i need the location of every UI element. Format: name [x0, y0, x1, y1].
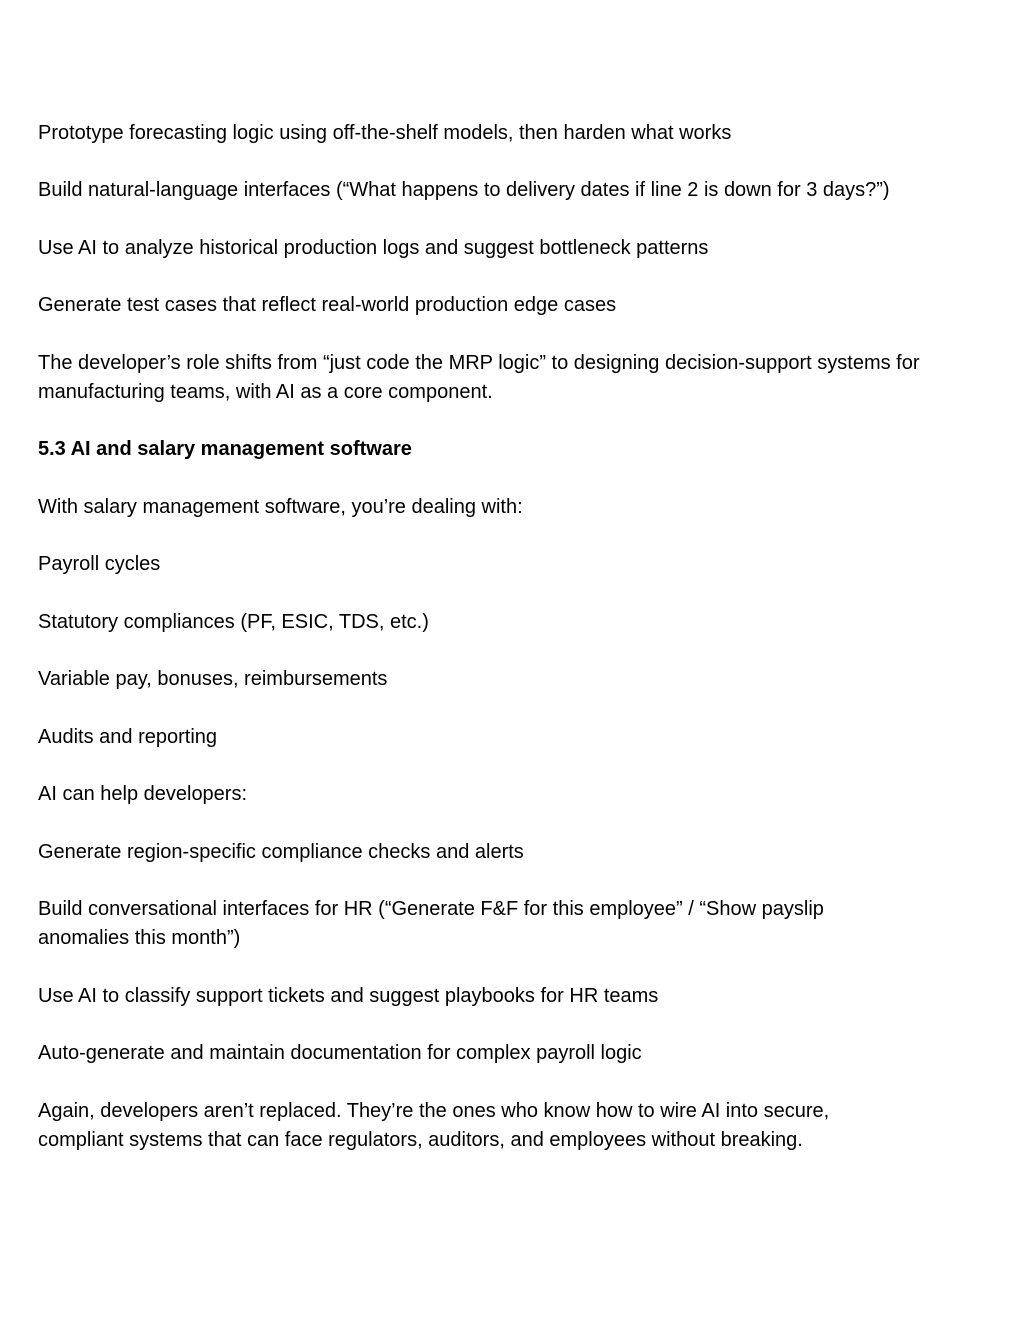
paragraph: Payroll cycles: [38, 553, 161, 575]
paragraph: Again, developers aren’t replaced. They’re the ones who know how to wire AI into secure, compliant systems that can face regulators, auditors, and employees without breaking.: [38, 1100, 830, 1151]
paragraph: Use AI to analyze historical production logs and suggest bottleneck patterns: [38, 237, 709, 259]
paragraph: The developer’s role shifts from “just code the MRP logic” to designing decision-support systems for manufacturing teams, with AI as a core component.: [38, 352, 920, 403]
paragraph: Statutory compliances (PF, ESIC, TDS, etc.): [38, 611, 429, 633]
paragraph: Audits and reporting: [38, 726, 218, 748]
paragraph: Build natural-language interfaces (“What happens to delivery dates if line 2 is down for 3 days?”): [38, 179, 890, 201]
paragraph: AI can help developers:: [38, 783, 248, 805]
paragraph: Generate test cases that reflect real-world production edge cases: [38, 294, 617, 316]
paragraph: Use AI to classify support tickets and suggest playbooks for HR teams: [38, 985, 659, 1007]
section-heading: 5.3 AI and salary management software: [38, 438, 412, 460]
paragraph: Variable pay, bonuses, reimbursements: [38, 668, 388, 690]
paragraph: With salary management software, you’re dealing with:: [38, 496, 523, 518]
paragraph: Build conversational interfaces for HR (“Generate F&F for this employee” / “Show payslip anomalies this month”): [38, 898, 824, 949]
paragraph: Auto-generate and maintain documentation for complex payroll logic: [38, 1042, 642, 1064]
paragraph: Prototype forecasting logic using off-the-shelf models, then harden what works: [38, 122, 732, 144]
paragraph: Generate region-specific compliance checks and alerts: [38, 841, 524, 863]
